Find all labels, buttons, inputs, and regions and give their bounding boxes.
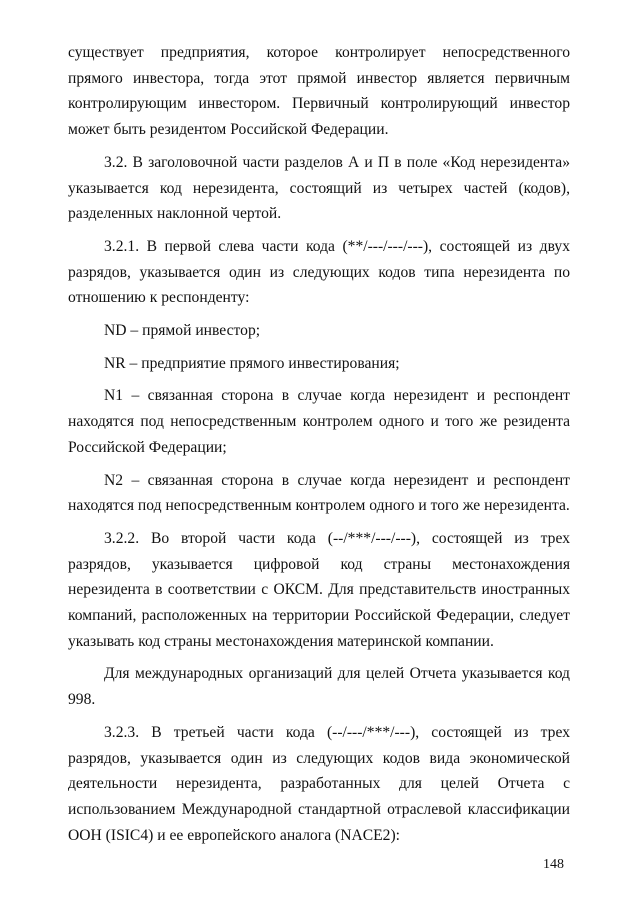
paragraph-code-n2: N2 – связанная сторона в случае когда нерезидент и респондент находятся под непосредственным контролем одного и того же нерезидента. bbox=[68, 471, 570, 515]
paragraph-code-nd: ND – прямой инвестор; bbox=[104, 322, 261, 340]
paragraph-section-3-2-1: 3.2.1. В первой слева части кода (**/---/---/---), состоящей из двух разрядов, указывается один из следующих кодов типа нерезидента по отношению к респонденту: bbox=[68, 237, 570, 307]
paragraph-section-3-2-2: 3.2.2. Во второй части кода (--/***/---/---), состоящей из трех разрядов, указывается цифровой код страны местонахождения нерезидента в соответствии с ОКСМ. Для представительств иностранных компаний, расположенных на территории Российской Федерации, следует указывать код страны местонахождения материнской компании. bbox=[68, 529, 570, 650]
paragraph-primary-investor-continuation: существует предприятия, которое контролирует непосредственного прямого инвестора, тогда этот прямой инвестор является первичным контролирующим инвестором. Первичный контролирующий инвестор может быть резидентом Российской Федерации. bbox=[68, 44, 570, 139]
paragraph-section-3-2-3: 3.2.3. В третьей части кода (--/---/***/---), состоящей из трех разрядов, указывается один из следующих кодов вида экономической деятельности нерезидента, разработанных для целей Отчета с использованием Международной стандартной отраслевой классификации ООН (ISIC4) и ее европейского аналога (NACE2): bbox=[68, 723, 570, 844]
paragraph-code-n1: N1 – связанная сторона в случае когда нерезидент и респондент находятся под непосредственным контролем одного и того же резидента Российской Федерации; bbox=[68, 387, 570, 456]
document-body bbox=[68, 40, 570, 848]
paragraph-international-organizations: Для международных организаций для целей Отчета указывается код 998. bbox=[68, 665, 570, 709]
paragraph-code-nr: NR – предприятие прямого инвестирования; bbox=[104, 354, 400, 372]
page-number: 148 bbox=[543, 857, 564, 872]
paragraph-section-3-2: 3.2. В заголовочной части разделов А и П в поле «Код нерезидента» указывается код нерезидента, состоящий из четырех частей (кодов), разделенных наклонной чертой. bbox=[68, 153, 570, 223]
